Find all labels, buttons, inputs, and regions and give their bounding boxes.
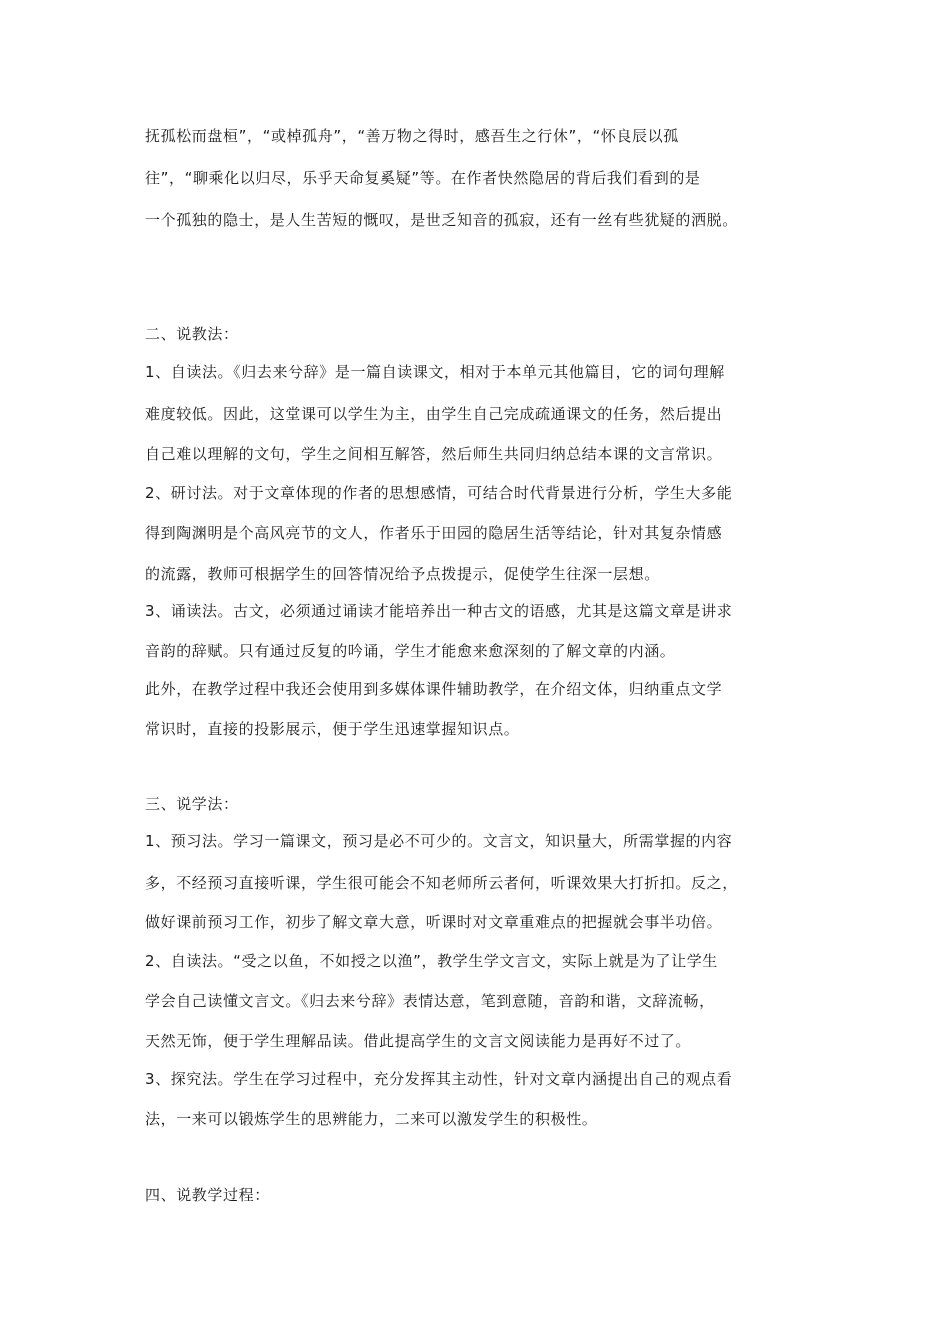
text-line: 2、自读法。“受之以鱼，不如授之以渔”，教学生学文言文，实际上就是为了让学生	[145, 952, 718, 970]
text-line: 往”，“聊乘化以归尽，乐乎天命复奚疑”等。在作者快然隐居的背后我们看到的是	[145, 169, 701, 187]
text-line: 得到陶渊明是个高风亮节的文人，作者乐于田园的隐居生活等结论，针对其复杂情感	[145, 524, 723, 542]
text-line: 自己难以理解的文句，学生之间相互解答，然后师生共同归纳总结本课的文言常识。	[145, 445, 723, 463]
text-line: 法，一来可以锻炼学生的思辨能力，二来可以激发学生的积极性。	[145, 1110, 598, 1128]
text-line: 一个孤独的隐士，是人生苦短的慨叹，是世乏知音的孤寂，还有一丝有些犹疑的洒脱。	[145, 211, 738, 229]
text-line: 多，不经预习直接听课，学生很可能会不知老师所云者何，听课效果大打折扣。反之，	[145, 874, 738, 892]
section-heading: 四、说教学过程：	[145, 1186, 270, 1204]
text-line: 天然无饰，便于学生理解品读。借此提高学生的文言文阅读能力是再好不过了。	[145, 1032, 692, 1050]
text-line: 的流露，教师可根据学生的回答情况给予点拨提示，促使学生往深一层想。	[145, 565, 660, 583]
text-line: 2、研讨法。对于文章体现的作者的思想感情，可结合时代背景进行分析，学生大多能	[145, 484, 733, 502]
text-line: 做好课前预习工作，初步了解文章大意，听课时对文章重难点的把握就会事半功倍。	[145, 913, 723, 931]
text-line: 1、预习法。学习一篇课文，预习是必不可少的。文言文，知识量大，所需掌握的内容	[145, 832, 733, 850]
text-line: 3、诵读法。古文，必须通过诵读才能培养出一种古文的语感，尤其是这篇文章是讲求	[145, 602, 733, 620]
text-line: 1、自读法。《归去来兮辞》是一篇自读课文，相对于本单元其他篇目，它的词句理解	[145, 363, 725, 381]
text-line: 3、探究法。学生在学习过程中，充分发挥其主动性，针对文章内涵提出自己的观点看	[145, 1070, 733, 1088]
text-line: 抚孤松而盘桓”，“或棹孤舟”，“善万物之得时，感吾生之行休”，“怀良辰以孤	[145, 127, 679, 145]
section-heading: 二、说教法：	[145, 325, 239, 343]
text-line: 常识时，直接的投影展示，便于学生迅速掌握知识点。	[145, 720, 520, 738]
text-line: 音韵的辞赋。只有通过反复的吟诵，学生才能愈来愈深刻的了解文章的内涵。	[145, 642, 676, 660]
text-line: 此外，在教学过程中我还会使用到多媒体课件辅助教学，在介绍文体，归纳重点文学	[145, 680, 723, 698]
text-line: 难度较低。因此，这堂课可以学生为主，由学生自己完成疏通课文的任务，然后提出	[145, 405, 723, 423]
text-line: 学会自己读懂文言文。《归去来兮辞》表情达意，笔到意随，音韵和谐，文辞流畅，	[145, 992, 715, 1010]
section-heading: 三、说学法：	[145, 795, 239, 813]
